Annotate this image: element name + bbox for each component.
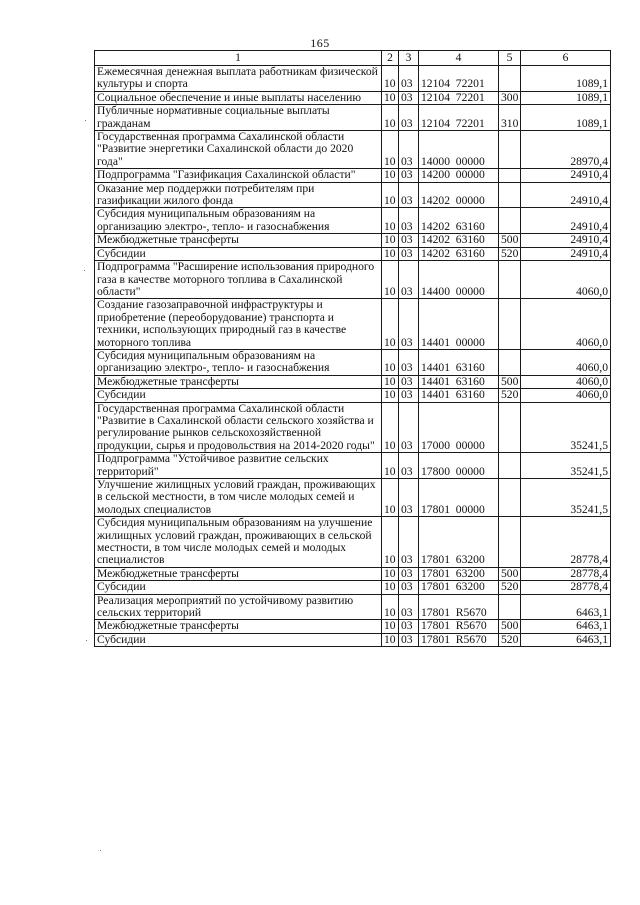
row-subsection-cell: 03 bbox=[399, 453, 419, 479]
row-subsection-cell: 03 bbox=[399, 169, 419, 182]
row-subsection-cell: 03 bbox=[399, 633, 419, 646]
row-section-cell: 10 bbox=[382, 208, 399, 234]
scan-speck bbox=[100, 850, 101, 851]
row-target-article-cell: 12104 72201 bbox=[419, 91, 499, 104]
row-subsection-cell: 03 bbox=[399, 299, 419, 350]
row-name-cell: Субсидии bbox=[95, 389, 382, 402]
header-cell-amount: 6 bbox=[521, 51, 611, 66]
row-name-cell: Публичные нормативные социальные выплаты гражданам bbox=[95, 105, 382, 131]
row-target-article-cell: 17800 00000 bbox=[419, 453, 499, 479]
row-amount-cell: 1089,1 bbox=[521, 105, 611, 131]
row-expense-type-cell bbox=[499, 349, 521, 375]
header-cell-subsection: 3 bbox=[399, 51, 419, 66]
row-name-cell: Ежемесячная денежная выплата работникам физической культуры и спорта bbox=[95, 66, 382, 92]
row-amount-cell: 4060,0 bbox=[521, 349, 611, 375]
row-target-article-cell: 14202 63160 bbox=[419, 208, 499, 234]
row-name-cell: Межбюджетные трансферты bbox=[95, 567, 382, 580]
table-header-row bbox=[95, 51, 611, 66]
row-expense-type-cell: 300 bbox=[499, 91, 521, 104]
table-row bbox=[95, 131, 611, 169]
row-amount-cell: 24910,4 bbox=[521, 182, 611, 208]
row-name-cell: Межбюджетные трансферты bbox=[95, 234, 382, 247]
row-target-article-cell: 17801 63200 bbox=[419, 567, 499, 580]
row-target-article-cell: 12104 72201 bbox=[419, 66, 499, 92]
row-amount-cell: 35241,5 bbox=[521, 479, 611, 517]
row-section-cell: 10 bbox=[382, 66, 399, 92]
page-number: 165 bbox=[310, 36, 330, 50]
row-expense-type-cell: 500 bbox=[499, 234, 521, 247]
header-cell-target-article: 4 bbox=[419, 51, 499, 66]
table-row bbox=[95, 517, 611, 568]
row-amount-cell: 35241,5 bbox=[521, 453, 611, 479]
row-amount-cell: 6463,1 bbox=[521, 620, 611, 633]
row-section-cell: 10 bbox=[382, 567, 399, 580]
row-subsection-cell: 03 bbox=[399, 389, 419, 402]
row-subsection-cell: 03 bbox=[399, 261, 419, 299]
row-target-article-cell: 12104 72201 bbox=[419, 105, 499, 131]
row-section-cell: 10 bbox=[382, 105, 399, 131]
row-subsection-cell: 03 bbox=[399, 620, 419, 633]
table-row bbox=[95, 375, 611, 388]
header-cell-section: 2 bbox=[382, 51, 399, 66]
row-amount-cell: 4060,0 bbox=[521, 299, 611, 350]
table-row bbox=[95, 247, 611, 260]
table-row bbox=[95, 567, 611, 580]
row-amount-cell: 6463,1 bbox=[521, 633, 611, 646]
row-expense-type-cell bbox=[499, 517, 521, 568]
row-amount-cell: 28778,4 bbox=[521, 581, 611, 594]
row-target-article-cell: 17000 00000 bbox=[419, 402, 499, 453]
row-amount-cell: 24910,4 bbox=[521, 208, 611, 234]
row-name-cell: Межбюджетные трансферты bbox=[95, 620, 382, 633]
row-subsection-cell: 03 bbox=[399, 581, 419, 594]
row-subsection-cell: 03 bbox=[399, 208, 419, 234]
row-name-cell: Межбюджетные трансферты bbox=[95, 375, 382, 388]
row-expense-type-cell: 500 bbox=[499, 620, 521, 633]
row-subsection-cell: 03 bbox=[399, 247, 419, 260]
row-name-cell: Улучшение жилищных условий граждан, проживающих в сельской местности, в том числе молодых семей и молодых специалистов bbox=[95, 479, 382, 517]
row-amount-cell: 6463,1 bbox=[521, 594, 611, 620]
table-row bbox=[95, 182, 611, 208]
row-target-article-cell: 17801 R5670 bbox=[419, 620, 499, 633]
row-subsection-cell: 03 bbox=[399, 349, 419, 375]
budget-table bbox=[94, 50, 611, 647]
row-section-cell: 10 bbox=[382, 594, 399, 620]
scan-speck bbox=[85, 120, 86, 121]
table-row bbox=[95, 349, 611, 375]
row-expense-type-cell bbox=[499, 66, 521, 92]
row-section-cell: 10 bbox=[382, 453, 399, 479]
row-name-cell: Подпрограмма "Расширение использования природного газа в качестве моторного топлива в Сахалинской области" bbox=[95, 261, 382, 299]
row-section-cell: 10 bbox=[382, 389, 399, 402]
row-subsection-cell: 03 bbox=[399, 182, 419, 208]
row-target-article-cell: 17801 R5670 bbox=[419, 594, 499, 620]
table-row bbox=[95, 633, 611, 646]
table-row bbox=[95, 208, 611, 234]
header-cell-expense-type: 5 bbox=[499, 51, 521, 66]
row-amount-cell: 28778,4 bbox=[521, 567, 611, 580]
row-target-article-cell: 14401 00000 bbox=[419, 299, 499, 350]
row-expense-type-cell bbox=[499, 169, 521, 182]
table-row bbox=[95, 234, 611, 247]
row-amount-cell: 24910,4 bbox=[521, 169, 611, 182]
row-name-cell: Создание газозаправочной инфраструктуры и приобретение (переоборудование) транспорта и техники, использующих природный газ в качестве моторного топлива bbox=[95, 299, 382, 350]
row-subsection-cell: 03 bbox=[399, 594, 419, 620]
row-section-cell: 10 bbox=[382, 247, 399, 260]
row-section-cell: 10 bbox=[382, 131, 399, 169]
row-target-article-cell: 14401 63160 bbox=[419, 375, 499, 388]
row-section-cell: 10 bbox=[382, 581, 399, 594]
header-cell-name: 1 bbox=[95, 51, 382, 66]
row-subsection-cell: 03 bbox=[399, 234, 419, 247]
row-expense-type-cell bbox=[499, 299, 521, 350]
row-subsection-cell: 03 bbox=[399, 567, 419, 580]
row-subsection-cell: 03 bbox=[399, 402, 419, 453]
row-target-article-cell: 14202 00000 bbox=[419, 182, 499, 208]
row-target-article-cell: 14200 00000 bbox=[419, 169, 499, 182]
row-expense-type-cell bbox=[499, 131, 521, 169]
row-name-cell: Субсидия муниципальным образованиям на улучшение жилищных условий граждан, проживающих в сельской местности, в том числе молодых семей и молодых специалистов bbox=[95, 517, 382, 568]
row-amount-cell: 1089,1 bbox=[521, 91, 611, 104]
row-target-article-cell: 17801 R5670 bbox=[419, 633, 499, 646]
row-subsection-cell: 03 bbox=[399, 479, 419, 517]
row-section-cell: 10 bbox=[382, 517, 399, 568]
row-name-cell: Субсидия муниципальным образованиям на организацию электро-, тепло- и газоснабжения bbox=[95, 208, 382, 234]
row-section-cell: 10 bbox=[382, 402, 399, 453]
row-target-article-cell: 17801 00000 bbox=[419, 479, 499, 517]
table-row bbox=[95, 581, 611, 594]
row-expense-type-cell: 520 bbox=[499, 633, 521, 646]
row-name-cell: Подпрограмма "Газификация Сахалинской области" bbox=[95, 169, 382, 182]
row-section-cell: 10 bbox=[382, 349, 399, 375]
row-subsection-cell: 03 bbox=[399, 105, 419, 131]
row-name-cell: Социальное обеспечение и иные выплаты населению bbox=[95, 91, 382, 104]
row-target-article-cell: 14400 00000 bbox=[419, 261, 499, 299]
row-expense-type-cell bbox=[499, 182, 521, 208]
row-section-cell: 10 bbox=[382, 169, 399, 182]
scan-speck bbox=[86, 640, 87, 641]
row-target-article-cell: 17801 63200 bbox=[419, 581, 499, 594]
row-target-article-cell: 14401 63160 bbox=[419, 389, 499, 402]
row-amount-cell: 4060,0 bbox=[521, 261, 611, 299]
row-target-article-cell: 14202 63160 bbox=[419, 247, 499, 260]
row-expense-type-cell: 520 bbox=[499, 247, 521, 260]
row-subsection-cell: 03 bbox=[399, 375, 419, 388]
table-row bbox=[95, 169, 611, 182]
row-name-cell: Оказание мер поддержки потребителям при газификации жилого фонда bbox=[95, 182, 382, 208]
row-target-article-cell: 14000 00000 bbox=[419, 131, 499, 169]
row-expense-type-cell: 520 bbox=[499, 389, 521, 402]
table-row bbox=[95, 299, 611, 350]
row-name-cell: Государственная программа Сахалинской области "Развитие энергетики Сахалинской области до 2020 года" bbox=[95, 131, 382, 169]
row-name-cell: Субсидии bbox=[95, 633, 382, 646]
row-expense-type-cell bbox=[499, 208, 521, 234]
row-target-article-cell: 14202 63160 bbox=[419, 234, 499, 247]
row-name-cell: Субсидии bbox=[95, 581, 382, 594]
row-expense-type-cell bbox=[499, 594, 521, 620]
table-body bbox=[95, 66, 611, 647]
row-target-article-cell: 14401 63160 bbox=[419, 349, 499, 375]
table-row bbox=[95, 479, 611, 517]
row-section-cell: 10 bbox=[382, 633, 399, 646]
row-subsection-cell: 03 bbox=[399, 66, 419, 92]
table-row bbox=[95, 453, 611, 479]
row-amount-cell: 1089,1 bbox=[521, 66, 611, 92]
row-expense-type-cell: 500 bbox=[499, 375, 521, 388]
scan-speck bbox=[84, 270, 85, 271]
row-expense-type-cell bbox=[499, 261, 521, 299]
row-subsection-cell: 03 bbox=[399, 131, 419, 169]
row-amount-cell: 28970,4 bbox=[521, 131, 611, 169]
row-name-cell: Реализация мероприятий по устойчивому развитию сельских территорий bbox=[95, 594, 382, 620]
table-row bbox=[95, 620, 611, 633]
row-amount-cell: 24910,4 bbox=[521, 234, 611, 247]
row-name-cell: Субсидии bbox=[95, 247, 382, 260]
row-section-cell: 10 bbox=[382, 620, 399, 633]
table-row bbox=[95, 91, 611, 104]
row-section-cell: 10 bbox=[382, 299, 399, 350]
row-expense-type-cell bbox=[499, 402, 521, 453]
table-row bbox=[95, 402, 611, 453]
row-subsection-cell: 03 bbox=[399, 517, 419, 568]
row-expense-type-cell: 500 bbox=[499, 567, 521, 580]
table-row bbox=[95, 66, 611, 92]
table-row bbox=[95, 389, 611, 402]
row-name-cell: Субсидия муниципальным образованиям на организацию электро-, тепло- и газоснабжения bbox=[95, 349, 382, 375]
row-amount-cell: 24910,4 bbox=[521, 247, 611, 260]
row-section-cell: 10 bbox=[382, 261, 399, 299]
row-section-cell: 10 bbox=[382, 375, 399, 388]
row-name-cell: Подпрограмма "Устойчивое развитие сельских территорий" bbox=[95, 453, 382, 479]
table-row bbox=[95, 105, 611, 131]
row-section-cell: 10 bbox=[382, 182, 399, 208]
row-amount-cell: 4060,0 bbox=[521, 375, 611, 388]
row-amount-cell: 4060,0 bbox=[521, 389, 611, 402]
table-row bbox=[95, 261, 611, 299]
row-section-cell: 10 bbox=[382, 91, 399, 104]
row-amount-cell: 35241,5 bbox=[521, 402, 611, 453]
table-row bbox=[95, 594, 611, 620]
row-target-article-cell: 17801 63200 bbox=[419, 517, 499, 568]
row-expense-type-cell: 310 bbox=[499, 105, 521, 131]
row-subsection-cell: 03 bbox=[399, 91, 419, 104]
row-expense-type-cell: 520 bbox=[499, 581, 521, 594]
row-name-cell: Государственная программа Сахалинской области "Развитие в Сахалинской области сельского хозяйства и регулирование рынков сельскохозяйственной продукции, сырья и продовольствия на 2014-2020 годы" bbox=[95, 402, 382, 453]
row-expense-type-cell bbox=[499, 479, 521, 517]
row-expense-type-cell bbox=[499, 453, 521, 479]
row-section-cell: 10 bbox=[382, 234, 399, 247]
row-amount-cell: 28778,4 bbox=[521, 517, 611, 568]
row-section-cell: 10 bbox=[382, 479, 399, 517]
